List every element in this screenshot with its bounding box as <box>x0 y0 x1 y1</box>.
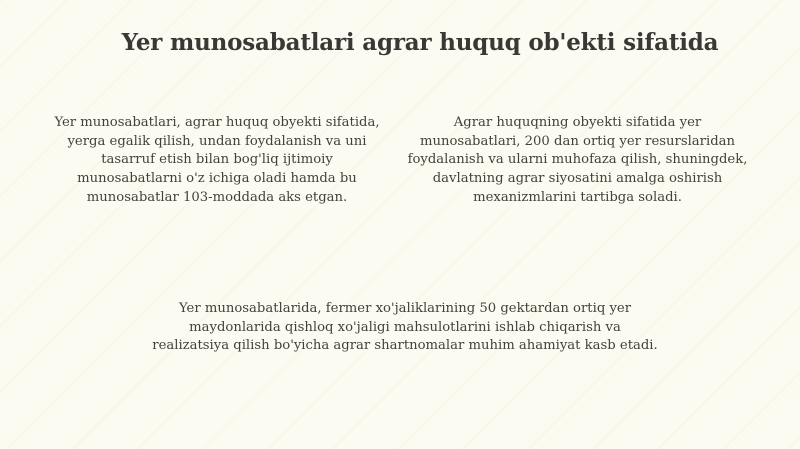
paragraph-right: Agrar huquqning obyekti sifatida yer munosabatlari, 200 dan ortiq yer resurslaridan foydalanish va ularni muhofaza qilish, shuningdek, davlatning agrar siyosatini amalga oshirish mexanizmlarini tartibga soladi. <box>407 115 748 205</box>
slide-title: Yer munosabatlari agrar huquq ob'ekti sifatida <box>121 29 719 56</box>
paragraph-left: Yer munosabatlari, agrar huquq obyekti sifatida, yerga egalik qilish, undan foydalanish va uni tasarruf etish bilan bog'liq ijtimoiy munosabatlarni o'z ichiga oladi hamda bu munosabatlar 103-moddada aks etgan. <box>54 115 380 205</box>
paragraph-bottom: Yer munosabatlarida, fermer xo'jaliklarining 50 gektardan ortiq yer maydonlarida qishloq xo'jaligi mahsulotlarini ishlab chiqarish va realizatsiya qilish bo'yicha agrar shartnomalar muhim ahamiyat kasb etadi. <box>152 301 658 354</box>
